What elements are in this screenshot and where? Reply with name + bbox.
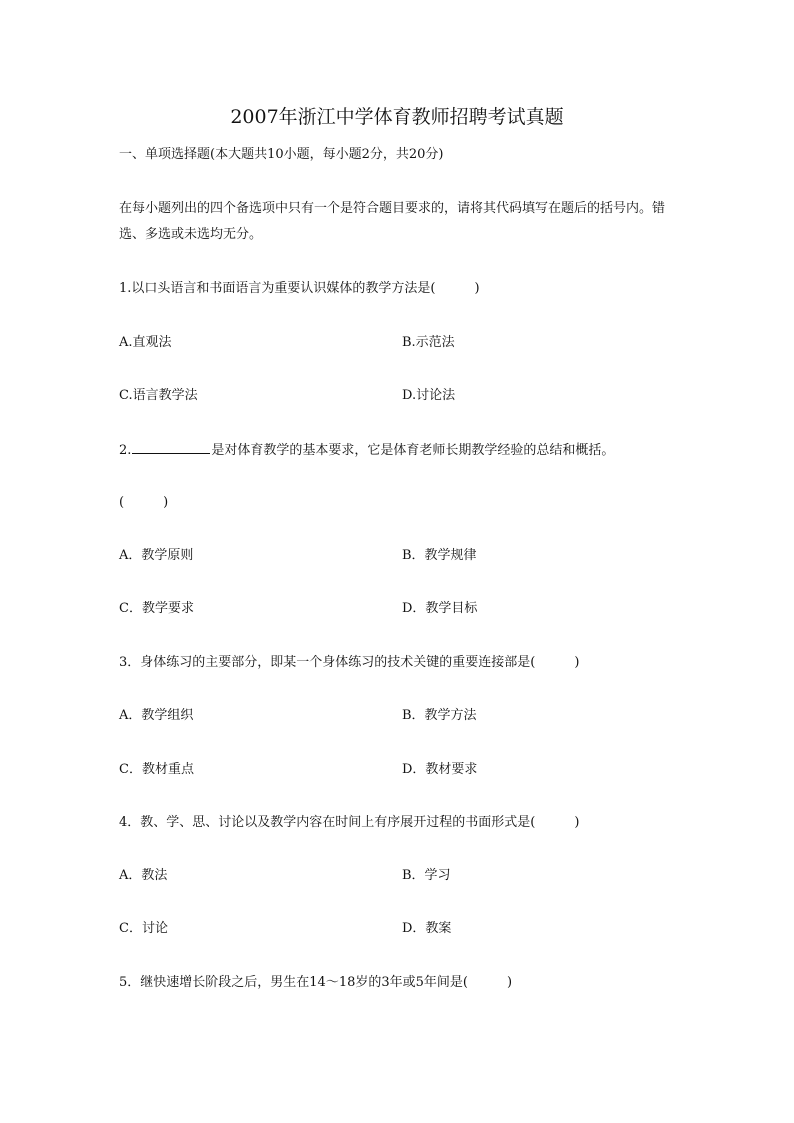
question-4-option-b: B．学习 <box>402 868 451 883</box>
question-2-text: 是对体育教学的基本要求，它是体育老师长期教学经验的总结和概括。 <box>211 443 615 458</box>
question-3-option-a: A．教学组织 <box>119 708 194 723</box>
question-3-stem: 3．身体练习的主要部分，即某一个身体练习的技术关键的重要连接部是( ) <box>119 655 580 670</box>
question-1-option-b: B.示范法 <box>402 335 455 350</box>
question-4-stem: 4．教、学、思、讨论以及教学内容在时间上有序展开过程的书面形式是( ) <box>119 815 580 830</box>
question-2-answer-bracket: ( ) <box>119 495 169 510</box>
section-heading: 一、单项选择题(本大题共10小题，每小题2分，共20分) <box>119 147 444 162</box>
question-3-option-d: D．教材要求 <box>402 762 478 777</box>
question-2-option-c: C．教学要求 <box>119 601 194 616</box>
question-2-option-d: D．教学目标 <box>402 601 478 616</box>
question-2-option-a: A．教学原则 <box>119 548 194 563</box>
question-2-number: 2. <box>119 443 132 458</box>
question-5-stem: 5．继快速增长阶段之后，男生在14～18岁的3年或5年间是( ) <box>119 975 513 990</box>
question-4-option-d: D．教案 <box>402 921 452 936</box>
question-1-option-d: D.讨论法 <box>402 388 456 403</box>
question-4-option-a: A．教法 <box>119 868 168 883</box>
instructions-text: 在每小题列出的四个备选项中只有一个是符合题目要求的，请将其代码填写在题后的括号内。错选、多选或未选均无分。 <box>119 201 666 242</box>
question-3-option-b: B．教学方法 <box>402 708 477 723</box>
question-2-option-b: B．教学规律 <box>402 548 477 563</box>
question-1-option-a: A.直观法 <box>119 335 172 350</box>
document-title: 2007年浙江中学体育教师招聘考试真题 <box>230 106 564 128</box>
question-1-stem: 1.以口头语言和书面语言为重要认识媒体的教学方法是( ) <box>119 281 480 296</box>
question-1-option-c: C.语言教学法 <box>119 388 198 403</box>
question-3-option-c: C．教材重点 <box>119 762 194 777</box>
question-2-blank <box>132 441 210 454</box>
question-2-stem <box>119 441 614 460</box>
question-4-option-c: C．讨论 <box>119 921 168 936</box>
